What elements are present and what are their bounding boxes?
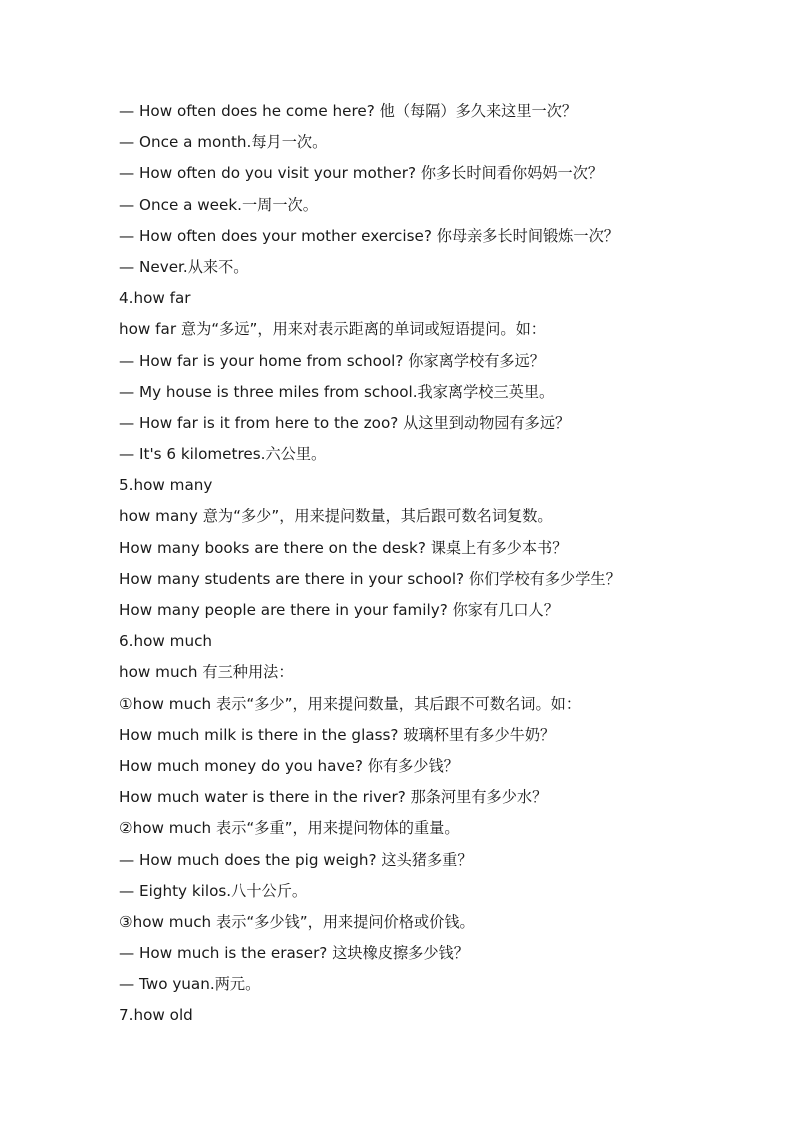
text-line: how far 意为“多远”，用来对表示距离的单词或短语提问。如：	[119, 320, 546, 339]
text-line: — Once a month.每月一次。	[119, 133, 328, 152]
text-line: — How often does your mother exercise? 你母亲多长时间锻炼一次？	[119, 226, 619, 245]
text-line: How much money do you have? 你有多少钱？	[119, 756, 459, 775]
text-line: ③how much 表示“多少钱”，用来提问价格或价钱。	[119, 912, 475, 931]
text-line: How many books are there on the desk? 课桌上有多少本书？	[119, 538, 568, 557]
text-line: How much water is there in the river? 那条河里有多少水？	[119, 788, 548, 807]
text-line: How many people are there in your family? 你家有几口人？	[119, 601, 559, 619]
text-line: — Never.从来不。	[119, 257, 249, 276]
section-heading: 6.how much	[119, 632, 213, 651]
text-line: — How much does the pig weigh? 这头猪多重？	[119, 850, 473, 869]
text-line: ①how much 表示“多少”，用来提问数量，其后跟不可数名词。如：	[119, 694, 582, 713]
text-line: — My house is three miles from school.我家离学校三英里。	[119, 382, 555, 401]
text-line: ②how much 表示“多重”，用来提问物体的重量。	[119, 819, 460, 838]
text-line: — How far is your home from school? 你家离学校有多远？	[119, 351, 545, 370]
text-line: How many students are there in your school? 你们学校有多少学生？	[119, 569, 621, 588]
section-heading: 4.how far	[119, 289, 191, 308]
text-line: — Two yuan.两元。	[119, 975, 261, 994]
text-line: — Once a week.一周一次。	[119, 195, 318, 214]
text-line: — How often does he come here? 他（每隔）多久来这里一次？	[119, 102, 578, 120]
text-line: — How much is the eraser? 这块橡皮擦多少钱？	[119, 944, 469, 963]
text-line: — Eighty kilos.八十公斤。	[119, 881, 308, 900]
section-heading: 7.how old	[119, 1006, 193, 1025]
text-line: how many 意为“多少”，用来提问数量，其后跟可数名词复数。	[119, 507, 553, 526]
text-line: — It's 6 kilometres.六公里。	[119, 445, 327, 464]
document-body	[119, 96, 739, 1032]
text-line: how much 有三种用法：	[119, 663, 294, 682]
text-line: How much milk is there in the glass? 玻璃杯里有多少牛奶？	[119, 725, 556, 744]
section-heading: 5.how many	[119, 476, 213, 495]
text-line: — How often do you visit your mother? 你多长时间看你妈妈一次？	[119, 164, 604, 183]
text-line: — How far is it from here to the zoo? 从这里到动物园有多远？	[119, 413, 571, 432]
